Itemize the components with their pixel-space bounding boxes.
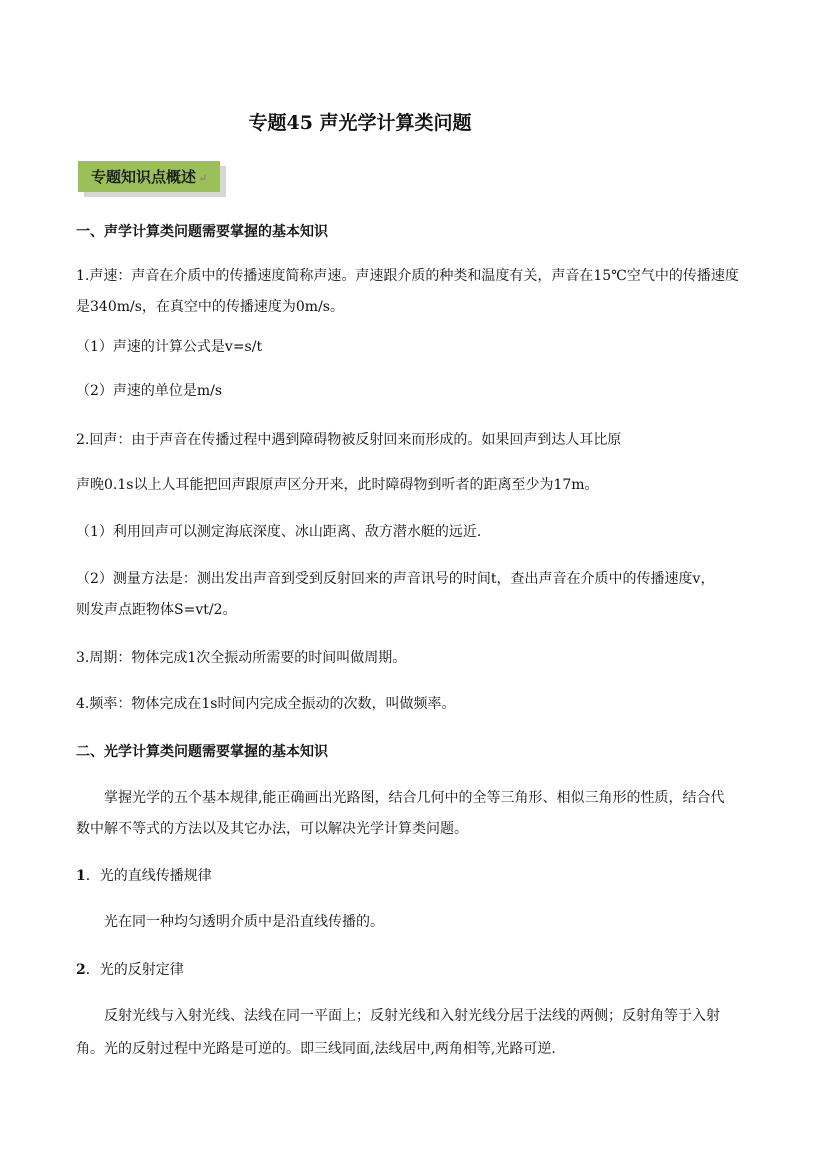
echo-usage: （1）利用回声可以测定海底深度、冰山距离、敌方潜水艇的远近. xyxy=(76,524,482,540)
item1-text: 光在同一种均匀透明介质中是沿直线传播的。 xyxy=(104,914,384,930)
banner-label: 专题知识点概述 ↵ xyxy=(91,168,208,186)
echo-method-line2: 则发声点距物体S=vt/2。 xyxy=(76,602,237,618)
sound-speed-unit: （2）声速的单位是m/s xyxy=(76,383,223,399)
section-banner xyxy=(78,161,220,192)
paragraph-echo-line2: 声晚0.1s以上人耳能把回声跟原声区分开来，此时障碍物到听者的距离至少为17m。 xyxy=(76,477,599,493)
optics-intro-line1: 掌握光学的五个基本规律,能正确画出光路图，结合几何中的全等三角形、相似三角形的性质，结合代 xyxy=(104,790,725,806)
page-title: 专题45 声光学计算类问题 xyxy=(248,112,472,134)
section2-heading: 二、光学计算类问题需要掌握的基本知识 xyxy=(76,744,328,760)
paragraph-sound-speed-line1: 1.声速：声音在介质中的传播速度简称声速。声速跟介质的种类和温度有关，声音在15℃空气中的传播速度 xyxy=(76,268,739,284)
paragraph-period: 3.周期：物体完成1次全振动所需要的时间叫做周期。 xyxy=(76,650,407,666)
optics-intro-line2: 数中解不等式的方法以及其它办法，可以解决光学计算类问题。 xyxy=(76,821,468,837)
item2-heading: 2．光的反射定律 xyxy=(76,962,184,978)
section1-heading: 一、声学计算类问题需要掌握的基本知识 xyxy=(76,224,328,240)
paragraph-mark-icon: ↵ xyxy=(198,172,208,185)
item2-text-line2: 角。光的反射过程中光路是可逆的。即三线同面,法线居中,两角相等,光路可逆. xyxy=(76,1041,556,1057)
item1-heading: 1．光的直线传播规律 xyxy=(76,868,212,884)
item2-text-line1: 反射光线与入射光线、法线在同一平面上；反射光线和入射光线分居于法线的两侧；反射角等于入射 xyxy=(104,1008,720,1024)
paragraph-sound-speed-line2: 是340m/s，在真空中的传播速度为0m/s。 xyxy=(76,299,344,315)
paragraph-frequency: 4.频率：物体完成在1s时间内完成全振动的次数，叫做频率。 xyxy=(76,696,456,712)
paragraph-echo-line1: 2.回声：由于声音在传播过程中遇到障碍物被反射回来而形成的。如果回声到达人耳比原 xyxy=(76,432,622,448)
echo-method-line1: （2）测量方法是：测出发出声音到受到反射回来的声音讯号的时间t，查出声音在介质中的传播速度v， xyxy=(76,571,715,587)
sound-speed-formula: （1）声速的计算公式是v=s/t xyxy=(76,339,263,355)
